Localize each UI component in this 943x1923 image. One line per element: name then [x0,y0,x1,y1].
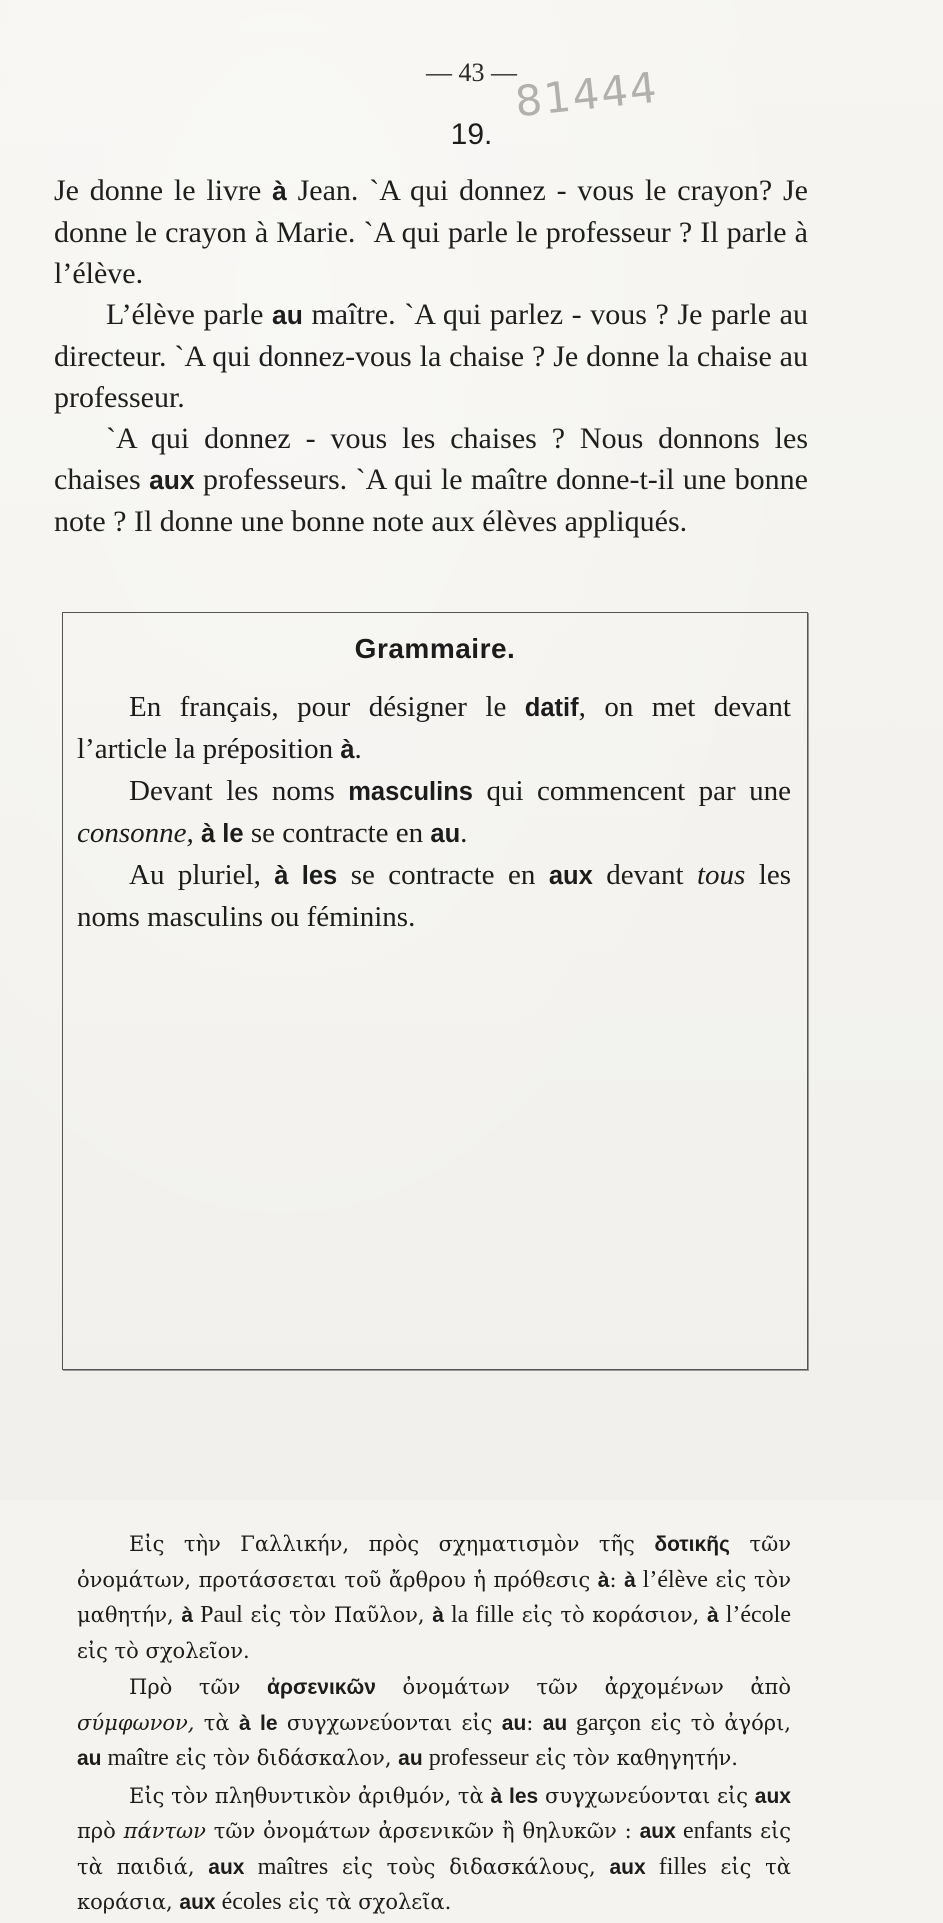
french-example: Paul [193,1602,243,1628]
text-run: Je donne le livre [54,174,273,207]
bold-term: à [432,1604,444,1627]
text-run: συγχωνεύονται εἰς [538,1783,755,1808]
text-run: εἰς τὸ σχολεῖον. [77,1638,250,1663]
bold-term: aux [208,1855,245,1879]
text-run [194,817,201,849]
text-run: : [609,1567,625,1592]
text-run: se contracte en [243,817,431,849]
text-run: εἰς τοὺς διδασκάλους, [328,1854,610,1879]
french-example: maître [101,1745,169,1771]
greek-paragraph-2 [77,1670,791,1777]
text-run: qui commencent par une [473,775,791,807]
french-example: filles [645,1853,707,1880]
bold-term: le [259,1711,278,1735]
bold-term: aux [609,1855,646,1879]
text-run [502,1784,509,1808]
bold-term: à les [274,862,338,890]
text-run: Jean. `A qui donnez - vous le crayon? Je donne le crayon à Marie. `A qui parle le professeur ? Il parle à l’élève. [54,174,808,290]
greek-paragraph-1 [77,1527,791,1668]
text-run: devant [592,859,697,891]
text-run: εἰς τὰ σχολεῖα. [281,1890,452,1914]
text-run: L’élève parle [106,298,273,331]
text-run: Εἰς τὸν πληθυντικὸν ἀριθμόν, τὰ [129,1783,491,1808]
bold-term: au [430,820,461,848]
rule-paragraph-3 [77,855,791,938]
bold-term: à [624,1568,636,1592]
bold-term: δοτικῆς [654,1533,730,1556]
grammar-title: Grammaire. [354,633,516,664]
reading-paragraph-2 [54,294,808,418]
bold-term: à [272,176,287,206]
italic-term: πάντων [123,1819,206,1843]
bold-term: au [272,300,303,330]
text-run: τῶν ὀνομάτων, προτάσσεται τοῦ ἄρθρου ἡ πρόθεσις [77,1532,792,1592]
bold-term: datif [524,694,579,722]
text-run: εἰς τὸν Παῦλον, [242,1603,433,1627]
rule-paragraph-1 [77,687,791,771]
text-run: `A qui donnez - vous les chaises ? Nous donnons les chaises [54,422,808,496]
text-run: πρὸ [77,1819,124,1843]
text-run: συγχωνεύονται εἰς [277,1710,502,1735]
bold-term: à [706,1604,719,1627]
italic-term: consonne, [77,817,194,849]
text-run: les noms masculins ou féminins. [77,859,792,933]
text-run: τὰ [194,1710,239,1735]
bold-term: masculins [348,778,474,806]
handwritten-stamp: 81444 [512,62,661,127]
bold-term: à [597,1568,610,1592]
bold-term: à [238,1711,251,1735]
page-number: — 43 — [426,58,517,87]
text-run: εἰς τὸν μαθητήν, [77,1567,791,1627]
bold-term: au [501,1711,527,1735]
bold-term: à [490,1784,503,1808]
text-run: εἰς τὸν διδάσκαλον, [168,1746,399,1770]
grammar-box [62,612,808,1915]
italic-term: σύμφωνον, [77,1710,195,1735]
reading-text [54,170,808,542]
text-run: εἰς τὸ ἀγόρι, [641,1710,791,1735]
italic-term: tous [697,859,746,891]
bold-term: au [398,1747,423,1770]
bold-term: aux [639,1820,676,1843]
bold-term: au [77,1747,102,1770]
french-example: maîtres [244,1853,329,1880]
text-run: . [460,817,468,849]
french-example: professeur [422,1745,529,1771]
bold-term: ἀρσενικῶν [267,1676,376,1699]
text-run: εἰς τὰ παιδιά, [77,1819,791,1879]
french-example: l’élève [635,1566,708,1593]
text-run: Πρὸ τῶν [129,1675,268,1699]
bold-term: au [542,1711,568,1735]
text-run: ὀνομάτων τῶν ἀρχομένων ἀπὸ [375,1675,791,1699]
bold-term: aux [179,1891,216,1914]
lesson-number: 19. [450,118,493,151]
bold-term: aux [754,1784,791,1808]
bold-term: aux [548,862,593,890]
bold-term: à [340,736,355,764]
text-run: Εἰς τὴν Γαλλικήν, πρὸς σχηματισμὸν τῆς [129,1532,655,1556]
bold-term: les [508,1784,539,1808]
text-run: Au pluriel, [129,859,275,891]
text-run: τῶν ὀνομάτων ἀρσενικῶν ἢ θηλυκῶν : [205,1819,640,1843]
bold-term: aux [149,465,195,495]
french-example: l’école [718,1602,792,1628]
text-run [251,1711,260,1735]
text-run: : [526,1710,543,1735]
text-run: En français, pour désigner le [129,691,525,723]
text-run: , on met devant l’article la préposition [77,691,791,765]
french-example: écoles [215,1889,282,1915]
french-example: enfants [675,1818,753,1844]
text-run: εἰς τὸ κοράσιον, [514,1603,707,1627]
text-run: professeurs. `A qui le maître donne-t-il une bonne note ? Il donne une bonne note aux élèves appliqués. [54,463,808,538]
reading-paragraph-1 [54,170,808,294]
text-run: se contracte en [337,859,549,891]
french-example: la fille [443,1602,515,1628]
grammar-rules-french [77,687,791,938]
reading-paragraph-3 [54,418,808,542]
text-run: . [354,733,362,765]
rule-paragraph-2 [77,771,791,855]
text-run: Devant les noms [129,775,349,807]
text-run: maître. `A qui parlez - vous ? Je parle au directeur. `A qui donnez-vous la chaise ? Je donne la chaise au professeur. [54,298,808,414]
text-run: εἰς τὸν καθηγητήν. [528,1746,738,1770]
bold-term: à [181,1604,194,1627]
greek-paragraph-3 [77,1779,791,1921]
french-example: garçon [567,1709,642,1736]
bold-term: à le [201,820,244,848]
grammar-rules-greek [77,1527,791,1923]
text-run: εἰς τὰ κοράσια, [77,1854,791,1914]
